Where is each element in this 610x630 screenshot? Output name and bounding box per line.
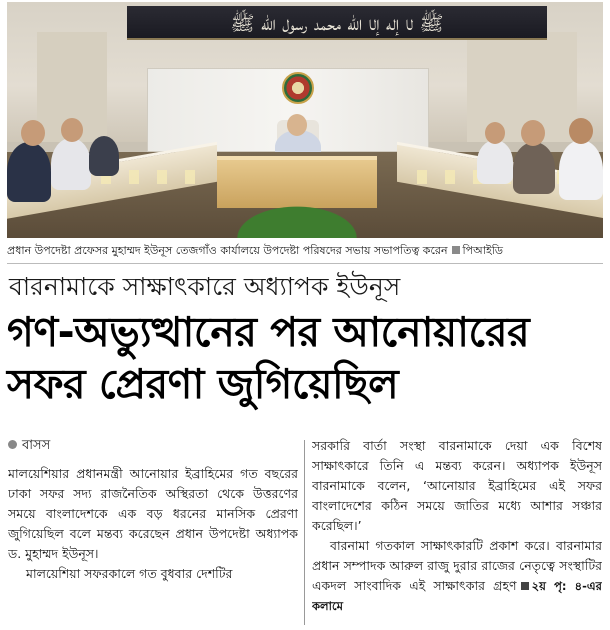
calligraphy-banner: [127, 6, 547, 40]
photo-person-right-1-head: [485, 122, 505, 144]
photo-person-left-1: [7, 142, 51, 202]
caption-square-icon: [452, 246, 460, 254]
article-paragraph-text: বারনামা গতকাল সাক্ষাৎকারটি প্রকাশ করে। বারনামার প্রধান সম্পাদক আরুল রাজু দুরার রাজের নেতৃত্বে সংস্থাটির একদল সাংবাদিক এই সাক্ষাৎকার গ্রহণ: [312, 538, 602, 593]
photo-person-right-2-head: [521, 120, 545, 146]
article-paragraph: মালয়েশিয়ার প্রধানমন্ত্রী আনোয়ার ইব্রাহিমের গত বছরের ঢাকা সফর সদ্য রাজনৈতিক অস্থিরতা থেকে উত্তরণের সময়ে বাংলাদেশকে এক বড় ধরনের মানসিক প্রেরণা জুগিয়েছিল বলে মন্তব্য করেছেন প্রধান উপদেষ্টা অধ্যাপক ড. মুহাম্মদ ইউনূস।: [8, 466, 298, 561]
jump-text: ২য় পৃ: ৪-এর কলামে: [312, 579, 602, 613]
photo-person-right-3-head: [569, 118, 593, 144]
dateline-dot-icon: [8, 440, 17, 449]
headline-line-2: সফর প্রেরণা জুগিয়েছিল: [7, 360, 399, 408]
main-headline: [7, 306, 605, 410]
photo-person-right-1: [477, 140, 513, 184]
photo-person-left-1-head: [21, 120, 45, 146]
photo-person-right-3: [559, 140, 603, 200]
photo-flowers: [221, 198, 373, 238]
calligraphy-text: ﷺ لا إله إلا الله محمد رسول الله ﷺ: [230, 11, 444, 35]
government-emblem-icon: [282, 72, 314, 104]
headline-line-1: গণ-অভ্যুত্থানের পর আনোয়ারের: [7, 308, 530, 356]
photo-person-right-2: [513, 142, 555, 194]
article-paragraph: মালয়েশিয়া সফরকালে গত বুধবার দেশটির: [26, 566, 233, 581]
dateline-source: বাসস: [22, 438, 51, 453]
photo-person-left-2-head: [61, 118, 83, 142]
photo-person-left-2: [51, 138, 91, 190]
photo-person-left-3: [89, 136, 119, 176]
article-paragraph: সরকারি বার্তা সংস্থা বারনামাকে দেয়া এক বিশেষ সাক্ষাৎকারে তিনি এ মন্তব্য করেন। অধ্যাপক ইউনূস বারনামাকে বলেন, ‘আনোয়ার ইব্রাহিমের এই সফর বাংলাদেশের কঠিন সময়ে জাতির মধ্যে আশার সঞ্চার করেছিল।’: [312, 438, 602, 533]
photo-caption: [7, 242, 603, 260]
article-column-left: [8, 436, 298, 628]
article-paragraph: [312, 536, 602, 616]
caption-divider: [7, 263, 603, 264]
photo-person-center-head: [287, 114, 307, 136]
caption-credit: পিআইডি: [462, 244, 503, 257]
article-column-right: [312, 436, 602, 628]
dateline: [8, 436, 298, 456]
kicker-headline: বারনামাকে সাক্ষাৎকারে অধ্যাপক ইউনূস: [9, 272, 401, 301]
jump-square-icon: [521, 582, 529, 590]
caption-text: প্রধান উপদেষ্টা প্রফেসর মুহাম্মদ ইউনূস তেজগাঁও কার্যালয়ে উপদেষ্টা পরিষদের সভায় সভাপতিত্ব করেন: [7, 244, 448, 257]
column-divider: [304, 440, 305, 625]
news-photo: [7, 2, 603, 238]
